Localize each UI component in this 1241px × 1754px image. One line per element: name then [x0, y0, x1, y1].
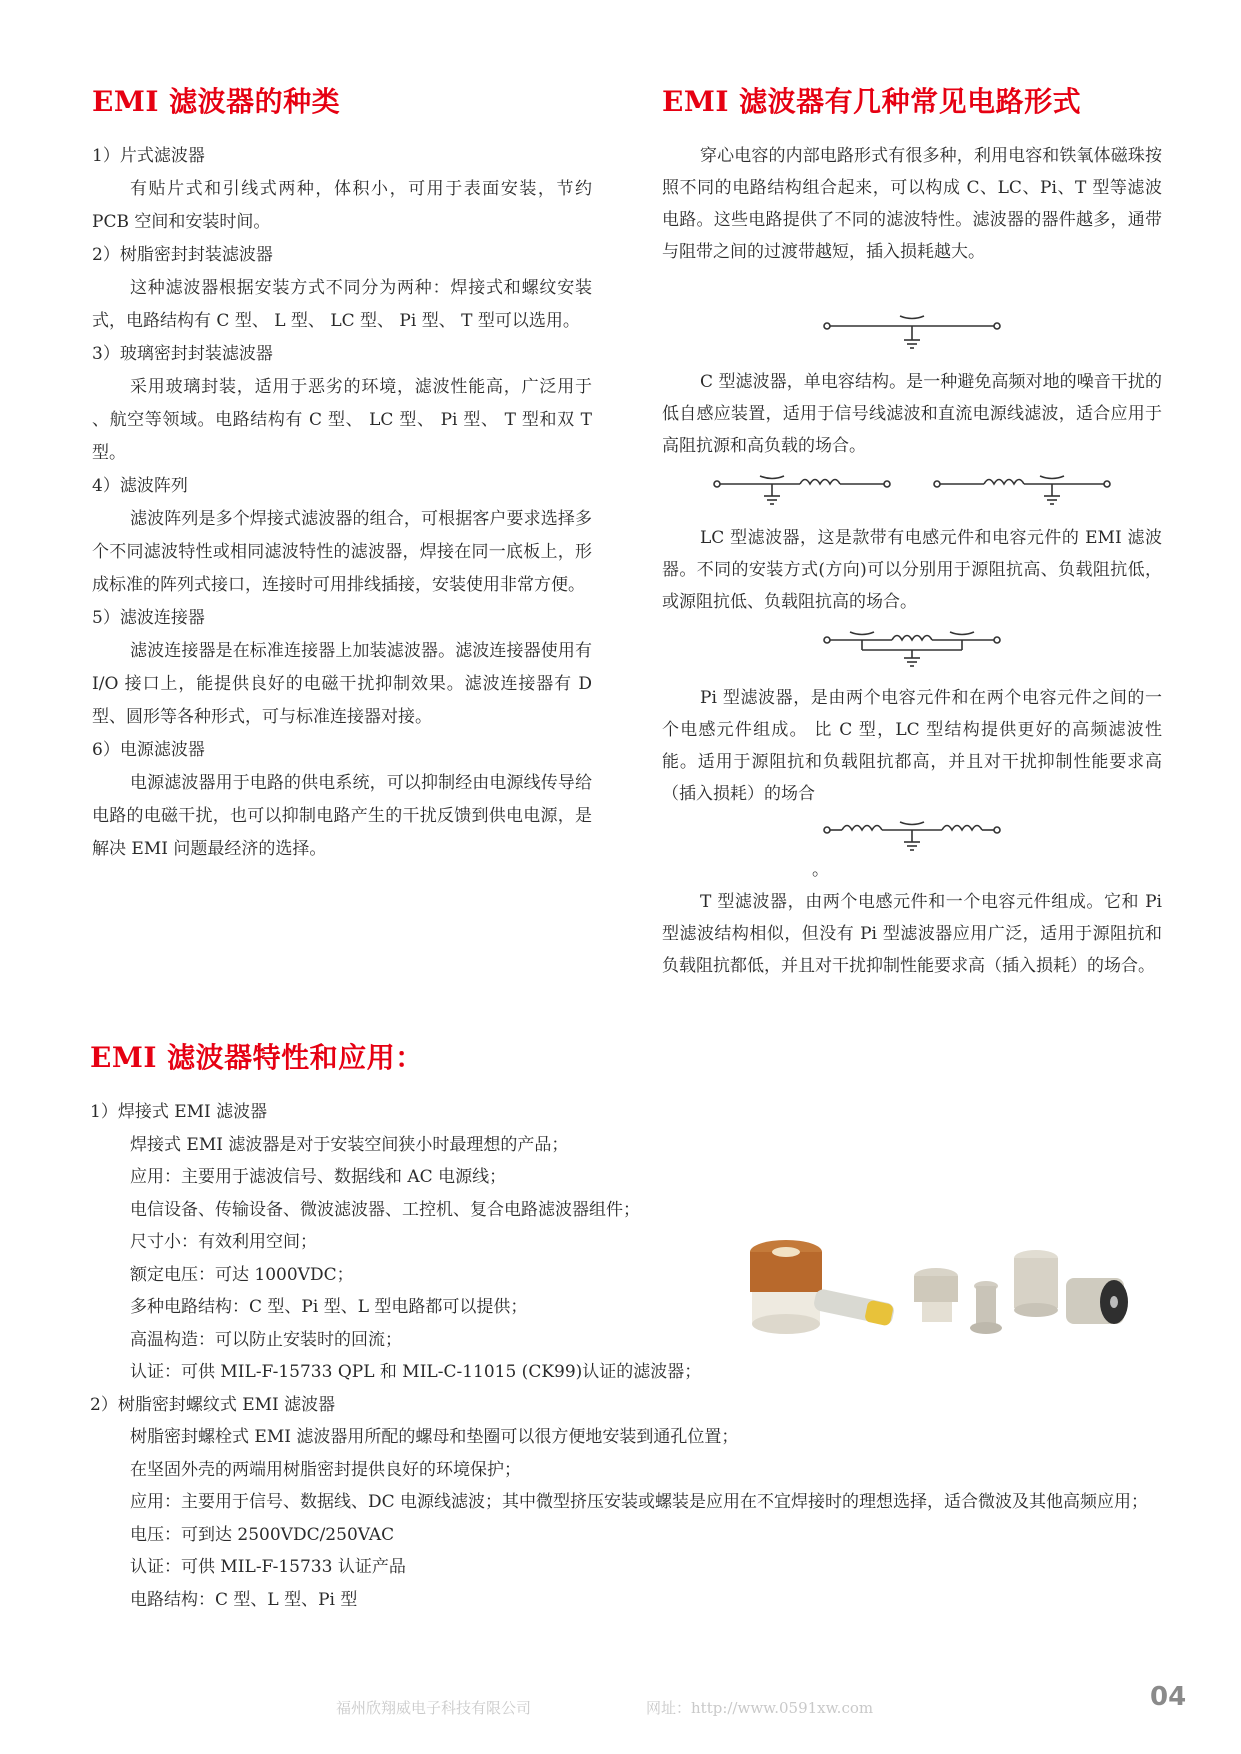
section-line: 电压：可到达 2500VDC/250VAC — [130, 1524, 395, 1545]
section-line: 焊接式 EMI 滤波器是对于安装空间狭小时最理想的产品； — [130, 1134, 569, 1155]
item-title: 2）树脂密封封装滤波器 — [92, 245, 273, 265]
circuit-intro: 穿心电容的内部电路形式有很多种，利用电容和铁氧体磁珠按照不同的电路结构组合起来，可以构成 C、LC、Pi、T 型等滤波电路。这些电路提供了不同的滤波特性。滤波器的器件越多，通带与阻带之间的过渡带越短，插入损耗越大。 — [662, 146, 1162, 262]
section-line: 在坚固外壳的两端用树脂密封提供良好的环境保护； — [130, 1459, 521, 1480]
t-diagram-dot: 。 — [812, 860, 829, 880]
footer-company-name: 福州欣翔威电子科技有限公司 — [336, 1699, 532, 1717]
item-title: 1）片式滤波器 — [92, 146, 205, 166]
characteristics-heading: EMI 滤波器特性和应用： — [90, 1041, 424, 1074]
item-text: 采用玻璃封装，适用于恶劣的环境，滤波性能高，广泛用于 、航空等领域。电路结构有 C 型、 LC 型、 Pi 型、 T 型和双 T 型。 — [92, 377, 592, 463]
item-title: 3）玻璃密封封装滤波器 — [92, 344, 273, 364]
circuit-forms-section — [662, 80, 1162, 982]
section-line: 认证：可供 MIL-F-15733 认证产品 — [130, 1557, 406, 1577]
filter-types-heading: EMI 滤波器的种类 — [92, 85, 341, 118]
lc-filter-diagram-a — [712, 470, 892, 516]
section-line: 认证：可供 MIL-F-15733 QPL 和 MIL-C-11015 (CK99)认证的滤波器； — [130, 1362, 702, 1382]
section-line: 电信设备、传输设备、微波滤波器、工控机、复合电路滤波器组件； — [130, 1199, 640, 1220]
pi-filter-diagram — [822, 626, 1002, 676]
section-line: 尺寸小：有效利用空间； — [130, 1232, 317, 1252]
item-title: 6）电源滤波器 — [92, 740, 205, 760]
emi-filter-products-photo — [746, 1232, 1132, 1352]
filter-types-section — [92, 80, 592, 866]
section-title: 1）焊接式 EMI 滤波器 — [90, 1102, 268, 1122]
section-line: 高温构造：可以防止安装时的回流； — [130, 1329, 402, 1350]
item-text: 滤波阵列是多个焊接式滤波器的组合，可根据客户要求选择多个不同滤波特性或相同滤波特性的滤波器，焊接在同一底板上，形成标准的阵列式接口，连接时可用排线插接，安装使用非常方便。 — [92, 509, 592, 595]
page-number: 04 — [1150, 1682, 1187, 1712]
item-text: 滤波连接器是在标准连接器上加装滤波器。滤波连接器使用有 I/O 接口上，能提供良好的电磁干扰抑制效果。滤波连接器有 D 型、圆形等各种形式，可与标准连接器对接。 — [92, 641, 592, 727]
section-line: 多种电路结构：C 型、Pi 型、L 型电路都可以提供； — [130, 1297, 528, 1317]
section-line: 应用：主要用于滤波信号、数据线和 AC 电源线； — [130, 1167, 507, 1187]
section-line: 树脂密封螺栓式 EMI 滤波器用所配的螺母和垫圈可以很方便地安装到通孔位置； — [130, 1427, 739, 1447]
circuit-forms-heading: EMI 滤波器有几种常见电路形式 — [662, 85, 1082, 118]
section-line: 应用：主要用于信号、数据线、DC 电源线滤波；其中微型挤压安装或螺装是应用在不宜焊接时的理想选择，适合微波及其他高频应用； — [130, 1492, 1149, 1512]
lc-filter-text: LC 型滤波器，这是款带有电感元件和电容元件的 EMI 滤波器。不同的安装方式(方向)可以分别用于源阻抗高、负载阻抗低，或源阻抗低、负载阻抗高的场合。 — [662, 528, 1162, 612]
c-filter-diagram — [822, 308, 1002, 360]
lc-filter-diagram-b — [932, 470, 1112, 516]
item-title: 4）滤波阵列 — [92, 476, 188, 496]
t-filter-text: T 型滤波器，由两个电感元件和一个电容元件组成。它和 Pi 型滤波结构相似，但没有 Pi 型滤波器应用广泛，适用于源阻抗和负载阻抗都低，并且对干扰抑制性能要求高（插入损耗）的场合。 — [662, 892, 1162, 976]
item-text: 电源滤波器用于电路的供电系统，可以抑制经由电源线传导给电路的电磁干扰，也可以抑制电路产生的干扰反馈到供电电源，是解决 EMI 问题最经济的选择。 — [92, 773, 592, 859]
section-line: 电路结构：C 型、L 型、Pi 型 — [130, 1589, 358, 1610]
t-filter-diagram — [822, 816, 1002, 860]
footer-website-url[interactable]: 网址：http://www.0591xw.com — [646, 1699, 874, 1717]
c-filter-text: C 型滤波器，单电容结构。是一种避免高频对地的噪音干扰的低自感应装置，适用于信号线滤波和直流电源线滤波，适合应用于高阻抗源和高负载的场合。 — [662, 372, 1162, 456]
item-title: 5）滤波连接器 — [92, 608, 205, 628]
section-line: 额定电压：可达 1000VDC； — [130, 1264, 354, 1285]
item-text: 有贴片式和引线式两种，体积小，可用于表面安装，节约 PCB 空间和安装时间。 — [92, 179, 592, 232]
pi-filter-text: Pi 型滤波器，是由两个电容元件和在两个电容元件之间的一个电感元件组成。 比 C 型，LC 型结构提供更好的高频滤波性能。适用于源阻抗和负载阻抗都高，并且对干扰抑制性能要求高（插入损耗）的场合 — [662, 688, 1162, 804]
section-title: 2）树脂密封螺纹式 EMI 滤波器 — [90, 1394, 336, 1415]
item-text: 这种滤波器根据安装方式不同分为两种：焊接式和螺纹安装式，电路结构有 C 型、 L 型、 LC 型、 Pi 型、 T 型可以选用。 — [92, 278, 592, 331]
